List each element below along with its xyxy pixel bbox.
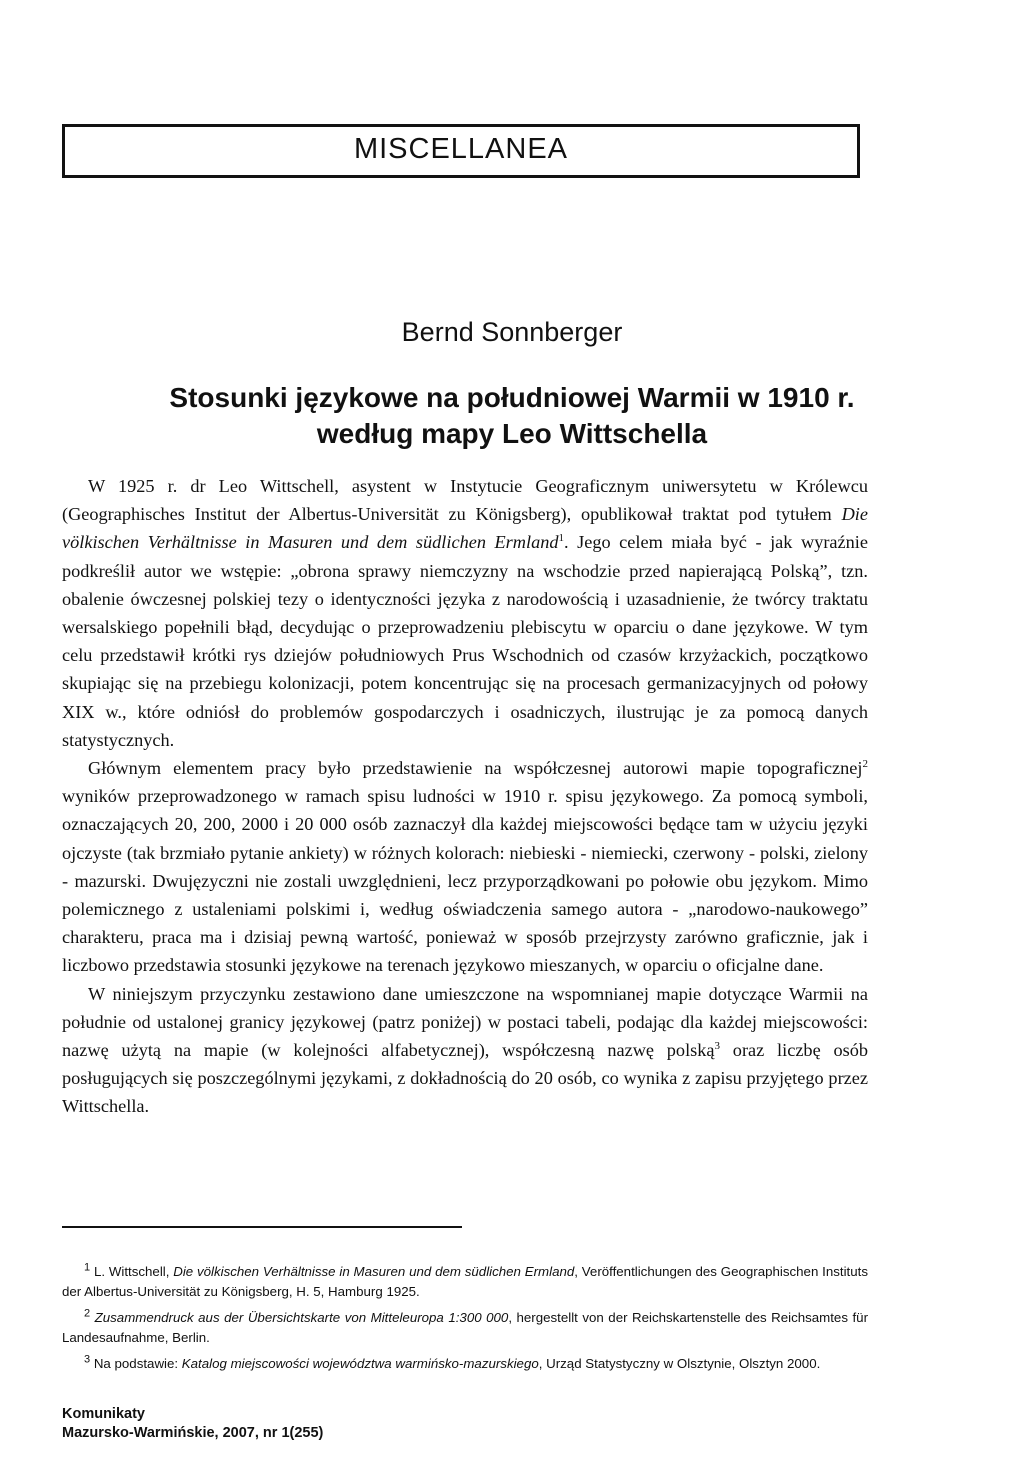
footnote-1-text-b: , Veröffentlichungen des Geographischen Instituts der Albertus-Universität zu Königsberg, H. 5, Hamburg 1925. xyxy=(62,1264,868,1299)
footnote-2-number: 2 xyxy=(84,1307,91,1320)
footnote-2 xyxy=(62,1308,868,1348)
article-title-line1: Stosunki językowe na południowej Warmii w 1910 r. xyxy=(169,382,855,413)
footnote-1-text-a: L. Wittschell, xyxy=(93,1264,174,1279)
section-header-title: MISCELLANEA xyxy=(353,133,569,165)
journal-citation xyxy=(62,1405,323,1443)
body-paragraph-3 xyxy=(62,980,868,1121)
footnote-3-title: Katalog miejscowości województwa warmińsko-mazurskiego xyxy=(181,1356,539,1371)
footnote-1-title: Die völkischen Verhältnisse in Masuren und dem südlichen Ermland xyxy=(173,1264,575,1279)
footnote-ref-3[interactable]: 3 xyxy=(714,1039,721,1052)
body-paragraph-1 xyxy=(62,472,868,754)
footnote-2-title: Zusammendruck aus der Übersichtskarte von Mitteleuropa 1:300 000 xyxy=(94,1310,509,1325)
footnote-ref-2[interactable]: 2 xyxy=(862,757,868,770)
article-body xyxy=(62,472,868,1121)
p3-text-b: oraz liczbę osób posługujących się poszczególnymi językami, z dokładnością do 20 osób, co wynika z zapisu przyjętego przez Wittschella. xyxy=(62,1040,868,1117)
journal-name-line1: Komunikaty xyxy=(62,1406,145,1422)
section-header-box xyxy=(62,124,860,178)
p2-text-b: wyników przeprowadzonego w ramach spisu ludności w 1910 r. spisu językowego. Za pomocą symboli, oznaczających 20, 200, 2000 i 20 000 osób zaznaczył dla każdej miejscowości będące tam w użyciu języki ojczyste (tak brzmiało pytanie ankiety) w różnych kolorach: niebieski - niemiecki, czerwony - polski, zielony - mazurski. Dwujęzyczni nie zostali uwzględnieni, lecz przyporządkowani po połowie obu językom. Mimo polemicznego z ustaleniami polskimi i, według oświadczenia samego autora - „narodowo-naukowego” charakteru, praca ma i dzisiaj pewną wartość, ponieważ w sposób przejrzysty zarówno graficznie, jak i liczbowo przedstawia stosunki językowe na terenach językowo mieszanych, w oparciu o oficjalne dane. xyxy=(62,786,868,976)
article-title-line2: według mapy Leo Wittschella xyxy=(316,418,708,449)
footnote-3-text-a: Na podstawie: xyxy=(93,1356,182,1371)
journal-name-line2: Mazursko-Warmińskie, 2007, nr 1(255) xyxy=(62,1425,324,1441)
footnote-3 xyxy=(62,1354,868,1374)
footnote-3-text-b: , Urząd Statystyczny w Olsztynie, Olsztyn 2000. xyxy=(538,1356,821,1371)
footnote-3-number: 3 xyxy=(84,1353,91,1366)
footnotes xyxy=(62,1262,868,1380)
body-paragraph-2 xyxy=(62,754,868,980)
footnote-1-number: 1 xyxy=(84,1261,91,1274)
p3-text-a: W niniejszym przyczynku zestawiono dane umieszczone na wspomnianej mapie dotyczące Warmii na południe od ustalonej granicy językowej (patrz poniżej) w postaci tabeli, podając dla każdej miejscowości: nazwę użytą na mapie (w kolejności alfabetycznej), współczesną nazwę polską xyxy=(62,983,868,1061)
footnote-divider xyxy=(62,1226,462,1228)
p1-text-a: W 1925 r. dr Leo Wittschell, asystent w Instytucie Geograficznym uniwersytetu w Królewcu (Geographisches Institut der Albertus-Universität zu Königsberg), opublikował traktat pod tytułem xyxy=(62,476,868,525)
p2-text-a: Głównym elementem pracy było przedstawienie na współczesnej autorowi mapie topograficznej xyxy=(88,758,863,779)
article-author: Bernd Sonnberger xyxy=(401,317,623,347)
p1-work-title: Die völkischen Verhältnisse in Masuren und dem südlichen Ermland xyxy=(62,504,868,553)
footnote-2-text-b: , hergestellt von der Reichskartenstelle des Reichsamtes für Landesaufnahme, Berlin. xyxy=(62,1310,869,1345)
footnote-ref-1[interactable]: 1 xyxy=(558,532,564,545)
p1-text-b: . Jego celem miała być - jak wyraźnie podkreślił autor we wstępie: „obrona sprawy niemczyzny na wschodzie przed napierającą Polską”, tzn. obalenie ówczesnej polskiej tezy o identyczności języka z narodowością i uzasadnienie, że twórcy traktatu wersalskiego popełnili błąd, decydując o przeprowadzeniu plebiscytu w oparciu o dane językowe. W tym celu przedstawił krótki rys dziejów południowych Prus Wschodnich od czasów krzyżackich, początkowo skupiając się na przebiegu kolonizacji, potem koncentrując się na procesach germanizacyjnych od połowy XIX w., które odniósł do problemów gospodarczych i osadniczych, ilustrując je za pomocą danych statystycznych. xyxy=(62,532,868,750)
footnote-1 xyxy=(62,1262,868,1302)
